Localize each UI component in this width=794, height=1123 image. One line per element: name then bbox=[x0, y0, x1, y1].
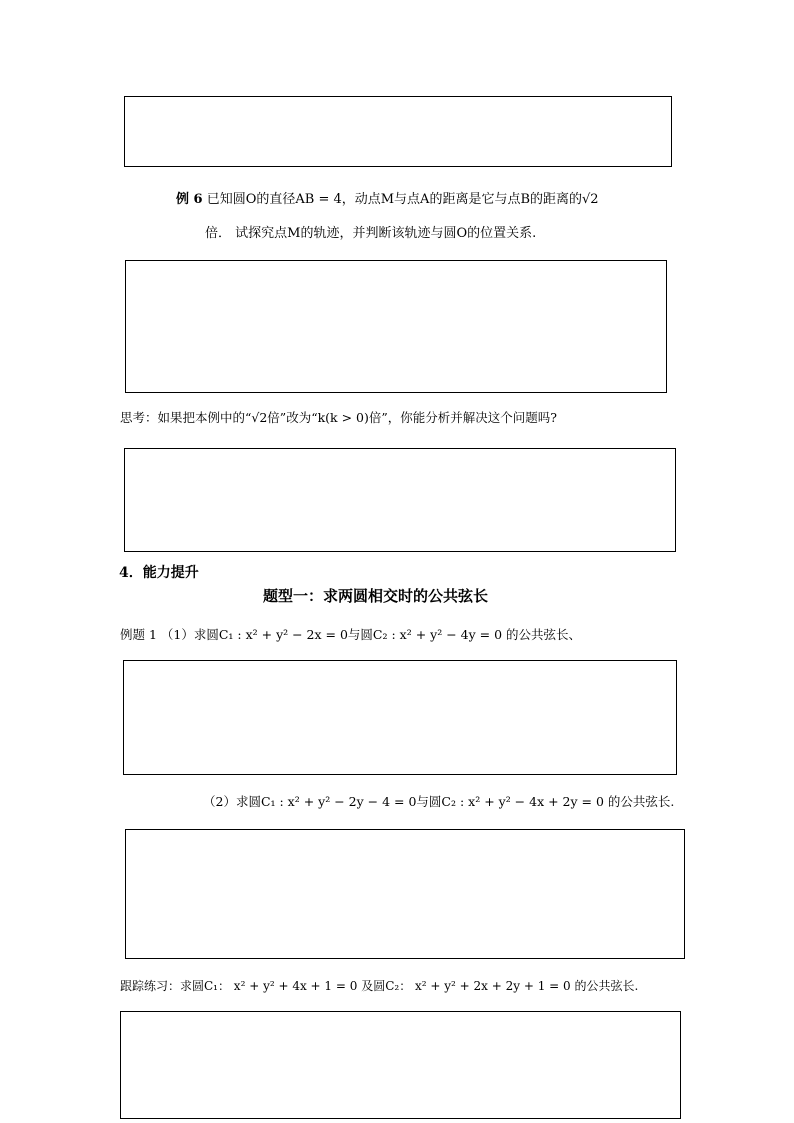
thinking-question bbox=[120, 409, 557, 427]
type-1-title: 题型一：求两圆相交时的公共弦长 bbox=[263, 587, 489, 605]
example-6-label: 例 6 bbox=[176, 192, 203, 207]
example-6-text-1: 已知圆O的直径AB = 4，动点M与点A的距离是它与点B的距离的√2 bbox=[206, 192, 599, 207]
thinking-text: 思考：如果把本例中的“√2倍”改为“k(k > 0)倍”，你能分析并解决这个问题吗? bbox=[120, 410, 557, 425]
practice-question bbox=[120, 977, 638, 995]
answer-box-example-6 bbox=[125, 260, 667, 393]
practice-text: 跟踪练习：求圆C₁： x² + y² + 4x + 1 = 0 及圆C₂： x² + y² + 2x + 2y + 1 = 0 的公共弦长. bbox=[120, 979, 639, 993]
answer-box-thinking bbox=[124, 448, 676, 552]
example-1-part-1 bbox=[120, 626, 581, 644]
example-6-line-1 bbox=[176, 191, 599, 209]
answer-box-example-1-part-1 bbox=[123, 660, 677, 775]
example-1-part-2-text: （2）求圆C₁ : x² + y² − 2y − 4 = 0与圆C₂ : x² + y² − 4x + 2y = 0 的公共弦长. bbox=[203, 794, 675, 809]
answer-box-example-1-part-2 bbox=[125, 829, 685, 959]
answer-box-practice bbox=[120, 1011, 681, 1119]
example-6-line-2 bbox=[205, 225, 536, 243]
answer-box-top bbox=[124, 96, 672, 167]
example-1-part-2 bbox=[203, 793, 674, 811]
example-1-part-1-text: 例题 1 （1）求圆C₁ : x² + y² − 2x = 0与圆C₂ : x² + y² − 4y = 0 的公共弦长、 bbox=[120, 627, 582, 642]
example-6-text-2: 倍． 试探究点M的轨迹，并判断该轨迹与圆O的位置关系. bbox=[205, 226, 537, 241]
section-4-title: 4．能力提升 bbox=[119, 565, 199, 581]
